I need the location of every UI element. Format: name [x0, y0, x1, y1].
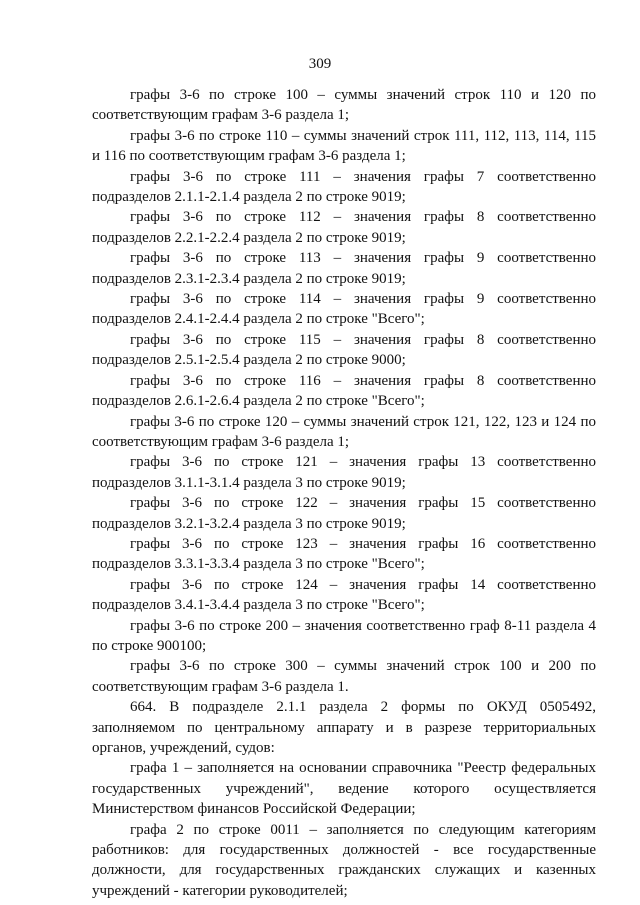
- paragraph: графа 1 – заполняется на основании справочника "Реестр федеральных государственных учреждений", ведение которого осуществляется Министерством финансов Российской Федерации;: [92, 760, 596, 818]
- paragraph: графы 3-6 по строке 100 – суммы значений строк 110 и 120 по соответствующим графам 3-6 раздела 1;: [92, 87, 596, 124]
- paragraph: графы 3-6 по строке 122 – значения графы 15 соответственно подразделов 3.2.1-3.2.4 раздела 3 по строке 9019;: [92, 495, 596, 532]
- paragraph: графы 3-6 по строке 116 – значения графы 8 соответственно подразделов 2.6.1-2.6.4 раздела 2 по строке "Всего";: [92, 372, 596, 410]
- paragraph: графы 3-6 по строке 113 – значения графы 9 соответственно подразделов 2.3.1-2.3.4 раздела 2 по строке 9019;: [92, 250, 596, 287]
- paragraph: графа 2 по строке 0011 – заполняется по следующим категориям работников: для государственных должностей - все государственные должности, для государственных гражданских служащих и казенных учреждений - категории руководителей;: [92, 821, 596, 899]
- paragraph: графы 3-6 по строке 124 – значения графы 14 соответственно подразделов 3.4.1-3.4.4 раздела 3 по строке "Всего";: [92, 576, 596, 614]
- paragraph: графы 3-6 по строке 112 – значения графы 8 соответственно подразделов 2.2.1-2.2.4 раздела 2 по строке 9019;: [92, 209, 596, 246]
- paragraph: графы 3-6 по строке 114 – значения графы 9 соответственно подразделов 2.4.1-2.4.4 раздела 2 по строке "Всего";: [92, 291, 596, 328]
- paragraph: графы 3-6 по строке 200 – значения соответственно граф 8-11 раздела 4 по строке 900100;: [92, 617, 596, 654]
- paragraph: графы 3-6 по строке 111 – значения графы 7 соответственно подразделов 2.1.1-2.1.4 раздела 2 по строке 9019;: [92, 168, 596, 206]
- paragraph: графы 3-6 по строке 123 – значения графы 16 соответственно подразделов 3.3.1-3.3.4 раздела 3 по строке "Всего";: [92, 535, 596, 573]
- paragraph: графы 3-6 по строке 300 – суммы значений строк 100 и 200 по соответствующим графам 3-6 раздела 1.: [92, 658, 596, 695]
- paragraph: графы 3-6 по строке 115 – значения графы 8 соответственно подразделов 2.5.1-2.5.4 раздела 2 по строке 9000;: [92, 331, 596, 369]
- paragraph: графы 3-6 по строке 110 – суммы значений строк 111, 112, 113, 114, 115 и 116 по соответствующим графам 3-6 раздела 1;: [92, 127, 596, 165]
- paragraph: 664. В подразделе 2.1.1 раздела 2 формы по ОКУД 0505492, заполняемом по центральному аппарату и в разрезе территориальных органов, учреждений, судов:: [92, 699, 596, 756]
- page-number: 309: [308, 56, 332, 72]
- paragraph: графы 3-6 по строке 120 – суммы значений строк 121, 122, 123 и 124 по соответствующим графам 3-6 раздела 1;: [92, 413, 596, 450]
- document-body: [92, 85, 596, 901]
- paragraph: графы 3-6 по строке 121 – значения графы 13 соответственно подразделов 3.1.1-3.1.4 раздела 3 по строке 9019;: [92, 454, 596, 491]
